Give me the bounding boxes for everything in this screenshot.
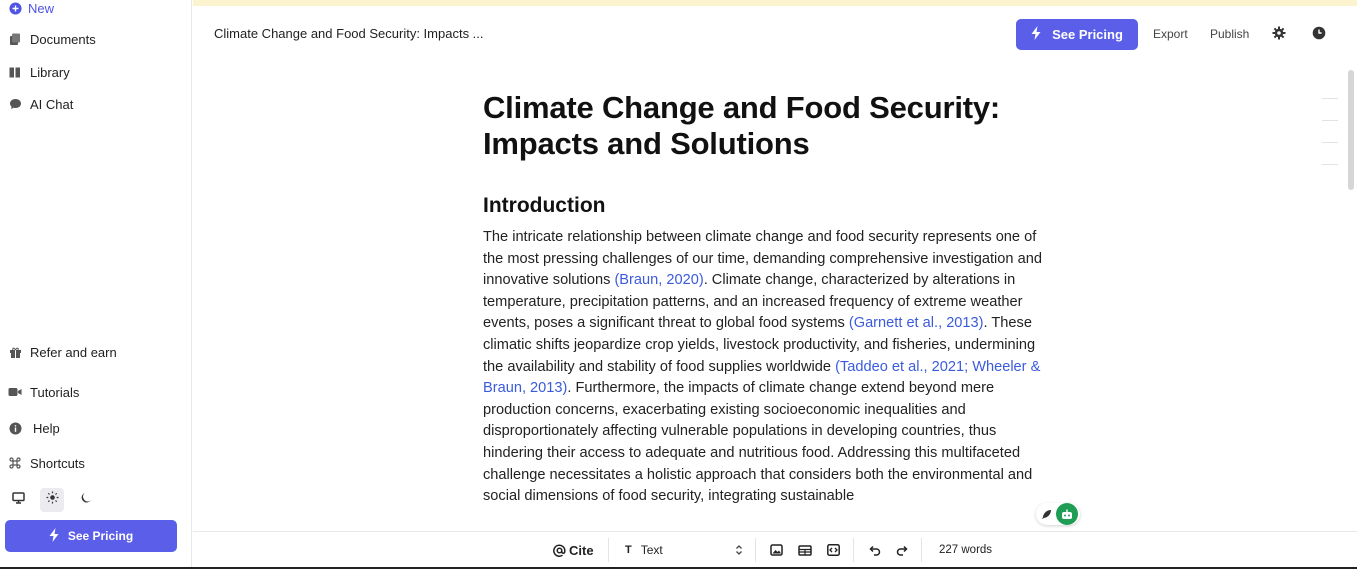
- sun-icon: [46, 491, 59, 509]
- theme-switcher: [6, 488, 98, 512]
- toolbar-divider: [853, 538, 854, 562]
- light-theme-button[interactable]: [40, 488, 64, 512]
- toolbar-divider: [608, 538, 609, 562]
- paragraph-text: . Furthermore, the impacts of climate change extend beyond mere production concerns, exacerbating existing socioeconomic inequalities and disproportionately affecting vulnerable populations in developing countries, thus hindering their access to adequate and nutritious food. Addressing this multifaceted challenge necessitates a holistic approach that considers both the environmental and social dimensions of food security, integrating sustainable: [483, 380, 1033, 505]
- citation-link[interactable]: (Garnett et al., 2013): [848, 315, 984, 332]
- paragraph-text: The intricate relationship between climate change and food security represents one of the most pressing challenges of our time, demanding comprehensive investigation and innovative solutions: [483, 229, 1042, 289]
- word-count: 227 words: [939, 544, 993, 556]
- undo-icon: [869, 545, 881, 556]
- editor-toolbar: [193, 531, 1357, 567]
- header-see-pricing-button[interactable]: [1016, 19, 1138, 50]
- new-document-button[interactable]: [8, 0, 54, 18]
- sidebar-item-label: Shortcuts: [30, 455, 85, 471]
- see-pricing-label: See Pricing: [67, 529, 134, 543]
- document-editor[interactable]: [483, 90, 1053, 508]
- document-heading: Climate Change and Food Security: Impacts and Solutions: [483, 90, 1001, 161]
- citation-link[interactable]: (Taddeo et al., 2021; Wheeler & Braun, 2013): [483, 358, 1041, 397]
- new-label: New: [28, 0, 55, 16]
- cite-button[interactable]: [553, 532, 594, 568]
- toolbar-divider: [921, 538, 922, 562]
- paragraph-text: . These climatic shifts jeopardize crop yields, livestock productivity, and fisheries, undermining the availability and stability of food supplies worldwide: [483, 315, 1036, 375]
- sidebar-item-label: AI Chat: [30, 96, 74, 112]
- chevron-up-down-icon: [735, 544, 743, 556]
- library-icon: [8, 65, 22, 79]
- floating-assistant[interactable]: [1036, 503, 1080, 525]
- settings-button[interactable]: [1271, 27, 1287, 43]
- paragraph-text: . Climate change, characterized by alterations in temperature, precipitation patterns, and an increased frequency of extreme weather events, poses a significant threat to global food systems: [483, 272, 1023, 332]
- sidebar-item-shortcuts[interactable]: [8, 453, 85, 473]
- text-style-label: Text: [640, 543, 663, 557]
- outline-markers: [1322, 98, 1338, 186]
- redo-icon: [896, 545, 908, 556]
- citation-link[interactable]: (Braun, 2020): [614, 272, 704, 289]
- text-style-select[interactable]: [625, 532, 743, 568]
- sidebar-item-tutorials[interactable]: [8, 382, 79, 402]
- code-icon: [827, 544, 840, 556]
- export-button[interactable]: Export: [1153, 27, 1188, 41]
- table-icon: [798, 545, 812, 556]
- image-icon: [770, 544, 783, 556]
- dark-theme-button[interactable]: [74, 488, 98, 512]
- insert-table-button[interactable]: [798, 532, 812, 568]
- sidebar-item-documents[interactable]: [8, 29, 96, 49]
- text-type-icon: T: [625, 544, 632, 556]
- scrollbar-thumb[interactable]: [1348, 70, 1354, 190]
- see-pricing-label: See Pricing: [1052, 27, 1123, 42]
- monitor-icon: [12, 491, 25, 509]
- command-icon: [8, 456, 22, 470]
- sidebar: [0, 0, 192, 567]
- section-heading: Introduction: [483, 194, 606, 217]
- sidebar-item-label: Documents: [30, 31, 96, 47]
- undo-button[interactable]: [869, 532, 881, 568]
- toolbar-divider: [755, 538, 756, 562]
- gear-icon: [1272, 26, 1286, 45]
- publish-button[interactable]: Publish: [1210, 27, 1250, 41]
- video-icon: [8, 385, 22, 399]
- sidebar-item-label: Help: [33, 420, 60, 436]
- lightning-icon: [49, 528, 60, 545]
- history-button[interactable]: [1311, 27, 1327, 43]
- lightning-icon: [1031, 26, 1042, 43]
- sidebar-item-refer-and-earn[interactable]: [8, 342, 117, 362]
- gift-icon: [8, 345, 22, 359]
- sidebar-see-pricing-button[interactable]: [5, 520, 177, 552]
- cite-label: Cite: [569, 542, 594, 558]
- clock-icon: [1312, 26, 1326, 45]
- redo-button[interactable]: [896, 532, 908, 568]
- moon-icon: [80, 491, 92, 509]
- document-title-tab[interactable]: Climate Change and Food Security: Impacts ...: [214, 26, 484, 41]
- sidebar-item-ai-chat[interactable]: [8, 94, 73, 114]
- plus-circle-icon: [8, 1, 22, 15]
- intro-paragraph: [483, 227, 1053, 508]
- insert-code-button[interactable]: [827, 532, 840, 568]
- sidebar-item-library[interactable]: [8, 62, 70, 82]
- chat-icon: [8, 97, 22, 111]
- bot-icon[interactable]: [1056, 503, 1078, 525]
- insert-image-button[interactable]: [770, 532, 783, 568]
- documents-icon: [8, 32, 22, 46]
- sidebar-item-help[interactable]: [8, 418, 60, 438]
- info-icon: [8, 421, 22, 435]
- notice-banner: [193, 0, 1357, 6]
- sidebar-item-label: Refer and earn: [30, 344, 117, 360]
- sidebar-item-label: Tutorials: [30, 384, 80, 400]
- feather-pen-icon[interactable]: [1036, 504, 1056, 524]
- system-theme-button[interactable]: [6, 488, 30, 512]
- at-sign-icon: [553, 544, 566, 557]
- sidebar-item-label: Library: [30, 64, 70, 80]
